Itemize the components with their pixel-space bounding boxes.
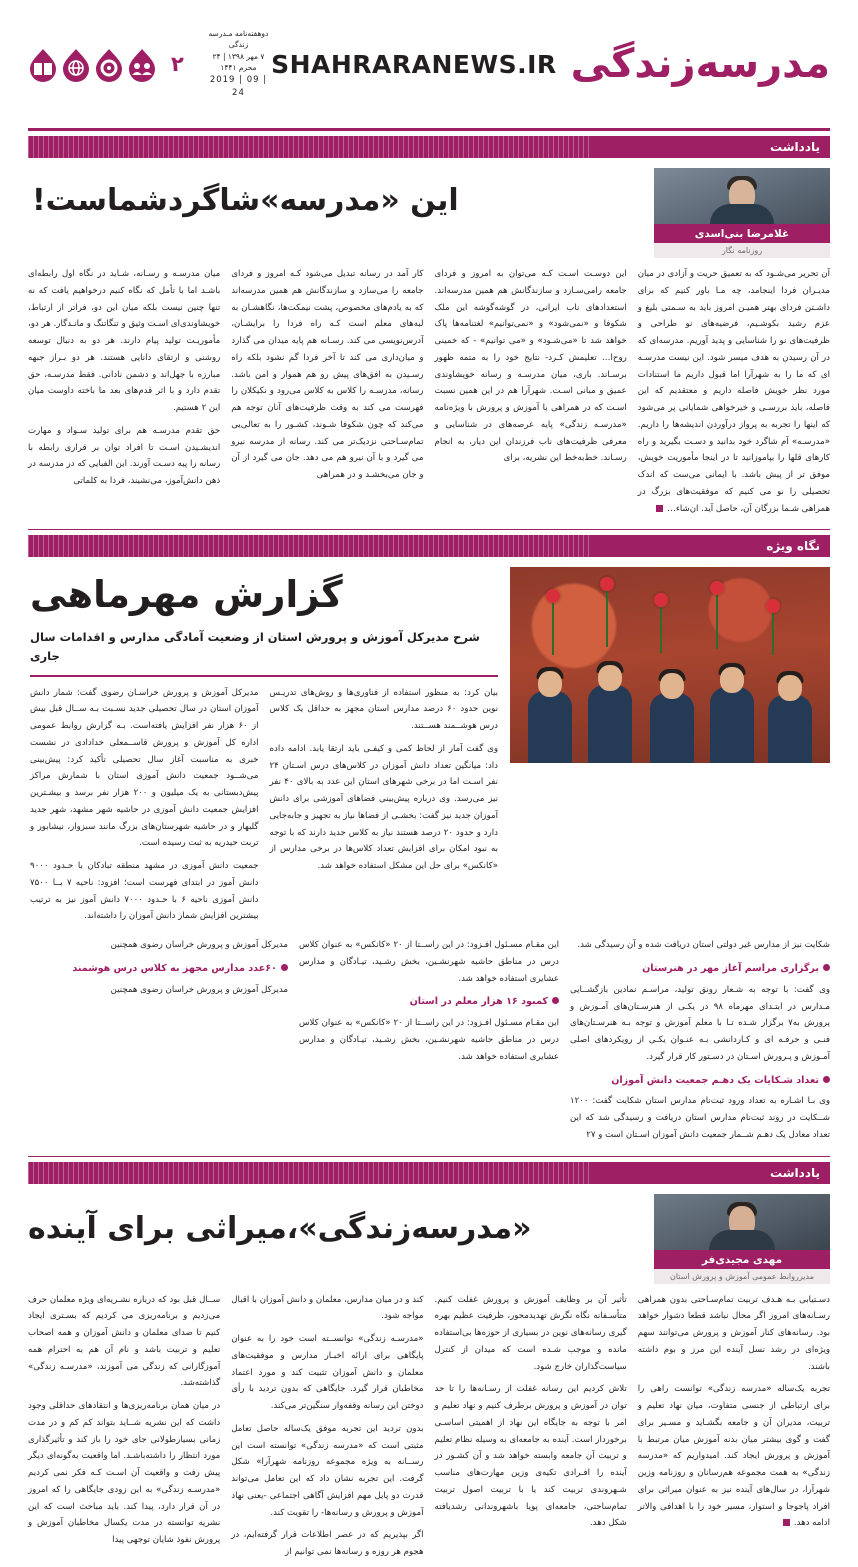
section-bar-hatch	[28, 1162, 589, 1184]
paragraph: این مقـام مسـئول افـزود: در این راســتا از ۲۰ «کانکس» به عنوان کلاس درس در مناطق حاشیه شهرنشـین، بخش رشـید، تیـادگان و مدارس عشایری استفاده خواهد شد.	[299, 1018, 559, 1062]
feature-lead-col-1	[270, 685, 499, 932]
author-photo-1	[654, 168, 830, 224]
masthead	[0, 0, 858, 128]
note-1-header	[0, 158, 858, 258]
note-1-col-4	[28, 266, 220, 523]
feature-title-block	[28, 567, 498, 931]
paragraph: کار آمد در رسانه تبدیل می‌شود کـه امروز و فردای جامعه را می‌سازد و سازندگانش هم همین مدرسه‌اند که به یادم‌های مخصوص، پشت نیمکت‌ها، نگاهشـان به لبه‌های معلم است کـه راه فردا را برایشـان، آدرس‌نویسی می کند. رسـانه هم پایه میدان می گذارد و میان‌داری می کند تا آخر فردا گم نشود بلکه راه رسـیدن به افق‌های پیش رو هم هموار و امن باشد. رسانه، مدرسـه را کلاس به کلاس می‌رود و نکیکلان را فهرست می کند به وقت ظرفیت‌های آنان توجه هم می‌کند که چون شکوفا شـوند، کشـور را به تعالی‌یی تمام‌سـاحتی نزدیک‌تر می کند. رسانه از مدرسه نیرو می گیرد و با آن نیرو هم می دهد. جان می گیرد از آن و جان می‌بخشـد و در همراهی	[231, 269, 424, 480]
teardrop-people-icon	[127, 48, 157, 80]
author-role-1: روزنامه نگار	[654, 243, 830, 258]
section-bar-hatch	[28, 535, 589, 557]
paragraph: تلاش کردیم این رسانه غفلت از رسـانه‌ها را تا حد توان در آموزش و پرورش برطرف کنیم و نهاد تعلیم و امر با توجه به جایگاه این نهاد از اهمیتی اساسـی برخوردار است. آینده به جامعه‌ای به وسیله نظام تعلیم و تربیت آن جامعه وابسته خواهد شد و آن کشـور در آینده را افـرادی تکیه‌ی وزین مهارت‌های مناسب شـهروندی تربیت کند یا با تربیت اصول تربیت تمام‌ساحتی، جامعه‌ای پویا باشهروندانی رشدیافته شکل دهد.	[434, 1384, 627, 1529]
note-1-col-1	[638, 266, 830, 523]
author-card-2	[654, 1194, 830, 1284]
publication-logo: مدرسه‌زندگی	[570, 41, 830, 87]
note-1-body	[0, 258, 858, 523]
bullet-dot-icon	[823, 1076, 830, 1083]
paragraph: بیان کرد: به منظور استفاده از فناوری‌ها و روش‌های تدریـس نوین حدود ۶۰ درصد مدارس استان مجهز به حداقل یک کلاس درس هوشــمند هســتند.	[269, 687, 498, 732]
feature-subhead-4: ۶۰عدد مدارس مجهز به کلاس درس هوشمند	[28, 962, 288, 977]
feature-subhead-2: تعداد شـکایات یک دهـم جمعیت دانش آموزان	[570, 1074, 830, 1089]
paragraph: این دوسـت اسـت کـه می‌توان به امروز و فردای جامعه رامی‌سـازد و سازندگانش هم همین مدرسه‌اند. استعدادهای ناب ایرانی، در گوشه‌گوشه این ملک شکوفا و «نمی‌شود» و «نمی‌توانیم» لغتنامه‌ها پاک خواهد شد تا «می‌شـود» و «می توانیم» - که خمینی روح‌ا… تعلیمش کـرد- نتایج خود را به متمه ظهور برسـاند. باری، میان مدرسـه و رسانه خویشاوندی عمیق و مبانی اسـت. شهرآرا هم در این همین نسبت اسـت که در همراهی با آموزش و پرورش با ویژه‌نامه «مدرسـه زندگی» پایه عرصه‌های در شناسایی و معرفی ظرفیت‌های ناب فرزندان این دیار، به انجام رسـاند. خط‌به‌خط این نشریه، برای	[434, 269, 627, 464]
paragraph: جمعیت دانش آموزی در مشهد منطقه تبادکان با حـدود ۹۰۰۰ دانش آموز در ابتدای فهرست است؛ افزود: ناحیه ۷ بــا ۷۵۰۰ دانش آموزی ناحیه ۶ با حـدود ۷۰۰۰ دانش آموز نیز به ترتیب بیشترین افزایش شمار دانش آموزان را داشته‌اند.	[30, 861, 259, 922]
paragraph: تأثیر آن بر وظایف آموزش و پرورش غفلت کنیم. متأسـفانه نگاه نگرش تهدیدمحور، ظرفیت عظیم بهره گیری رسانه‌های نوین در بسیاری از حوزه‌ها بی‌استفاده مانده و موجب شـده است که میدان از کنترل سیاست‌گذاران خارج شود.	[434, 1294, 627, 1372]
author-name-2: مهدی مجیدی‌فر	[654, 1250, 830, 1269]
note-2-body	[0, 1284, 858, 1567]
section-bar-hatch	[28, 136, 589, 158]
bullet-dot-icon	[552, 997, 559, 1004]
section-label-note-2: یادداشت	[770, 1165, 820, 1180]
section-bar-feature	[28, 535, 830, 557]
section-label-note-1: یادداشت	[770, 140, 820, 154]
section-bar-note-1	[28, 136, 830, 158]
feature-col-c	[28, 937, 288, 1149]
feature-col-b	[299, 937, 559, 1149]
issue-date-line2: ۷ مهر ۱۳۹۸ | ۲۴ محرم ۱۴۴۱	[212, 51, 265, 73]
globe-icon	[61, 48, 91, 80]
paragraph: حق تقدم مدرسـه هم برای تولید سـواد و مهارت اندیشـیدن اسـت تا افراد توان بر قراری رابطه با رسانه را پیه دسـت آورند. این الفبایی که در مدرسه در ذهن دانش‌آموز، می‌نشیند، فردا به کلماتی	[28, 425, 221, 486]
feature-photo	[510, 567, 830, 763]
gear-icon	[94, 48, 124, 80]
paragraph: بدون تردید این تجربه موفق یک‌ساله حاصل تعامل مثبتی است که «مدرسه زندگی» توانسته است این رســانه به ویژه مجموعه روزنامه شهرآرا» شکل گرفت. این تجربه نشان داد که این تعامل می‌تواند قدرت دو پایل مهم افزایش آگاهی اجتماعی -یعنی نهاد آموزش و پرورش و رسانه‌ها- را تقویت کند.	[231, 1423, 424, 1518]
headline-note-2: «مدرسه‌زندگی»،میراثی برای آینده	[28, 1210, 532, 1246]
bullet-dot-icon	[823, 964, 830, 971]
headline-feature: گزارش مهرماهی	[30, 573, 343, 617]
feature-lead-col-2	[30, 685, 259, 932]
paragraph: آن تحریر می‌شـود که به تعمیق حریت و آزادی در میان مدیـران فردا اینجامد، چه مـا باور کنیم که برای داشـتن فردای بهتر همیـن امروز باید به سـمتی بلیغ و عزم رشید بکوشـیم، فرضیه‌های نو طراحی و ظرفیت‌های نو را شناسایی و پدید آوریم. مدرسه‌ای که در آن رسیدن به هدف میسر شود. این نیست مدرسـه ای که ما را به شهرآرا اما قبول داریم ما استنادات مورد نظر خویش فاصله داریم و معتقدیم که این فاصله، باید بررسـی و خیرخواهی شمایانی پر می‌شود که اینها را تجربه به پرواز درآوردن اندیشه‌ها را داریم. «مدرسـه» آم شاگرد خود بدانید و دسـت بگیرید و راه کارهای قلها را بپاموزانید تا در اینجا مأموریت خویش، موفق تر از پیش باشد. با ایمانی می‌ست که اندک تحصیلی را نو می کنیم که موفقیت‌های بزرگ در همراهی شـما بزرگان آن، حاصل آید. ان‌شاء…	[638, 266, 830, 517]
note-2-col-3	[231, 1292, 423, 1567]
paragraph: کند و در میان مدارس، معلمان و دانش آموزان با اقبال مواجه شود.	[231, 1294, 424, 1322]
paragraph: وی گفت: با توجه به شـعار رونق تولید، مراسـم نمادین بازگشــایی مـدارس در ابتـدای مهرماه ۹۸ در یکـی از هنرسـتان‌های آمـوزش و پرورش به۷ برگزار شـده تـا با معلم آموزش و توجه بـه هنرسـتان‌های فنـی و حرفـه ای و کـاردانشی بـه عنـوان یکـی از رویکرد‌های اصلی آمـوزش و پـرورش اسـتان در دسـتور کار قرار گیرد.	[570, 984, 831, 1062]
paragraph: مدیرکل آموزش و پرورش خراسان رضوی همچنین	[110, 940, 288, 951]
paragraph: تجربه یک‌ساله «مدرسه زندگی» توانست راهی را برای ارتباطی از جنسی متفاوت، میان نهاد تعلیم و تربیت، مدیران آن و جامعه بگشـاید و مسـیر برای گفت و گوی بیشتر میان بدنه آموزش میان مرتبط با آموزش و پرورش ایجاد کند. امیدواریم که «مدرسه زندگی» به همت مجموعه هم‌رسانان و روزنامه وزین شهرآرا، در سال‌های آینده نیز به عنوان میراثی برای افراد پاجوجا و استوار، مسیر خود را با اهدافی والاتر ادامه دهد.	[638, 1381, 830, 1532]
headline-note-1: این «مدرسه»شاگردشماست!	[32, 183, 459, 218]
issue-date	[198, 28, 271, 101]
author-name-1: غلامرضا بنی‌اسدی	[654, 224, 830, 243]
logo-group	[271, 41, 830, 87]
paragraph: «مدرسـه زندگی» توانســته است خود را به عنوان پایگاهی برای ارائه اخبـار مدارس و موفقیت‌های معلمان و دانش آموزان تثبیت کند و مورد اعتماد مخاطبان قرار گیرد. جایگاهی که بدون تردید با رأی دوختن این رسانه وقفه‌وار سنگین‌تر می‌کند.	[231, 1334, 424, 1412]
note-2-col-1	[638, 1292, 830, 1567]
note-2-col-4	[28, 1292, 220, 1567]
paragraph: میان مدرسـه و رسـانه، شـاید در نگاه اول رابطه‌ای باشـد اما با تأمل که نگاه کنیم درخواهیم یافت که نه تنها چنین نیست بلکه میان این دو، فراتر از ارتباط، خویشاوندی‌ای اسـت وثیق و تنگاتنگ و مانـدگار. هر دو، مأموریـت تولید پیام دارند. هر دو به دنبال توسعه روشنی و ارتقای دانایی هستند. هر دو بـراز جبهه مبارزه با جهل‌اند و دشمن نادانی. فقط مدرسـه، حق تقدم دارد و با اثر قدم‌های بعد ما باخته داوست میان این ۲ هستیم.	[28, 269, 221, 413]
paragraph: ســال قبل بود که درباره نشـریه‌ای ویژه معلمان حرف می‌زدیم و برنامه‌ریزی می کردیم که بسـتری ایجاد کنیم تا صدای معلمان و دانش آموزان و همه اصحاب تعلیم و تربیت باشد و نام آن هم به احترام همه آموزگارانی که زندگی می آموزند، «مدرسـه زندگی» گذاشته‌شد.	[28, 1294, 221, 1389]
paragraph: در میان همان برنامه‌ریزی‌ها و انتقادهای حداقلی وجود داشت که این نشریه شــاید بتواند کم کم و در مدت زمانی بسیار‌طولانی جای خود را باز کند و تأثیرگذاری مورد انتظار را داشته‌باشـد. اما واقعیت به‌گونه‌ای دیگر پیش رفت و واقعیت آن اسـت کـه فکر نمی کردیم «مدرسـه زندگی» به این زودی جایگاهی را که امروز در آن قرار دارد، پیدا کند. باید مباحث است که این نشریه توانسته در مدت یکسال مخاطبان آموزش و پرورش نفوذ شایان توجهی پیدا	[28, 1401, 221, 1546]
page-number: ۲	[171, 52, 184, 76]
paragraph: دسـتیابی بـه هـدف تربیت تمام‌سـاحتی بدون همراهی رسـانه‌های امروز اگر محال نباشد قطعا دشوار خواهد بود. رسانه‌های کنار آموزش و پرورش می‌توانند سهم ویژه‌ای در رشد نسل آینده این مرز و بوم داشته باشند.	[637, 1294, 830, 1372]
author-card-1	[654, 168, 830, 258]
author-role-2: مدیرروابط عمومی آموزش و پرورش استان	[654, 1269, 830, 1284]
photo-caption: شکایت نیز از مدارس غیر دولتی استان دریافت شده و آن رسیدگی شد.	[577, 940, 830, 951]
section-bar-note-2	[28, 1162, 830, 1184]
feature-body	[0, 931, 858, 1149]
section-label-feature: نگاه ویژه	[766, 539, 820, 554]
author-photo-2	[654, 1194, 830, 1250]
book-icon	[28, 48, 58, 80]
masthead-icons	[28, 48, 157, 80]
subheadline-feature: شرح مدیرکل آموزش و پرورش استان از وضعیت آمادگی مدارس و اقدامات سال جاری	[30, 628, 498, 677]
masthead-right	[28, 28, 271, 101]
paragraph: وی بـا اشـاره به تعداد ورود ثبت‌نام مدارس استان شکایت گفت: ۱۲۰۰ شــکایت در روند ثبت‌نام مدارس استان دریافت و رسیدگی شد که این تعداد معادل یک دهـم شــمار جمعیت دانش آموزان اسـتان است و ۲۷	[570, 1096, 830, 1140]
paragraph: اگر بپذیریم که در عصر اطلاعات قرار گرفته‌ایم، در هجوم هر روزه و رسانه‌ها نمی توانیم از	[231, 1530, 424, 1558]
paragraph: این مقـام مسـئول افـزود: در این راســتا از ۲۰ «کانکس» به عنوان کلاس درس در مناطق حاشیه شهرنشـین، بخش رشـید، تیـادگان و مدارس عشایری استفاده خواهد شد.	[299, 940, 559, 984]
bullet-dot-icon	[281, 964, 288, 971]
note-1-col-3	[231, 266, 423, 523]
feature-subhead-1: برگزاری مراسم آغاز مهر در هنرستان	[570, 962, 830, 977]
feature-col-a	[570, 937, 830, 1149]
paragraph: مدیرکل آموزش و پرورش خراسـان رضوی گفت: شمار دانش آموزان استان در سال تحصیلی جدید نسـبت بـه ســال قبل بیش از ۶۰ هزار نفر افزایش یافته‌است. بـه گزارش روابط عمومی اداره کل آموزش و پرورش قاســمعلی خدادادی در نشست خبری به مناسبت آغاز سال تحصیلی تأکید کرد: پیش‌بینی می‌شــود جمعیت دانش آموزی استان با شمارش مراکز پیش‌دبستانی به یک میلیون و ۲۰۰ هزار نفر برسد و بیشـترین افزایش جمعیت دانش آموزی در حاشیه شهر مشهد، شهر جدید گلبهار و در حاشیه شهرستان‌های بزرگ مانند سبزوار، نیشابور و تربت حیدریه به ثبت رسیده است.	[30, 687, 259, 849]
paragraph: مدیرکل آموزش و پرورش خراسان رضوی همچنین	[110, 984, 288, 995]
website-url[interactable]: SHAHRARANEWS.IR	[271, 49, 557, 79]
feature-subhead-3: کمبود ۱۶ هزار معلم در استان	[299, 995, 559, 1010]
note-1-col-2	[435, 266, 627, 523]
issue-date-line3: 2019 | 09 | 24	[209, 75, 268, 99]
note-2-col-2	[435, 1292, 627, 1567]
paragraph: وی گفت آمار از لحاظ کمی و کیفـی باید ارتقا یابد. ادامه داده داد: میانگین تعداد دانش آموزان در کلاس‌های درس اسـتان ۲۴ نفر اسـت اما در برخی شهرهای استان این عدد به بالای ۴۰ نفر نیز می‌رسد. وی درباره پیش‌بینی فضاهای آموزشی برای دانش آموزان جدید نیز گفت: بخشـی از فضاها نیاز به تجهیز و جابه‌جایی دارد و حدود ۲۰ درصد هستند نیاز به کلاس جدید دارند که با توجه به نبود امکان برای افزایش تعداد کلاس‌ها در برخی مدارس از «کانکس» برای حل این مشکل استفاده خواهد شد.	[269, 743, 498, 872]
note-2-header	[0, 1184, 858, 1284]
feature-header	[0, 557, 858, 931]
issue-date-line1: دوهفته‌نامه مـدرسه زندگی	[208, 28, 269, 50]
